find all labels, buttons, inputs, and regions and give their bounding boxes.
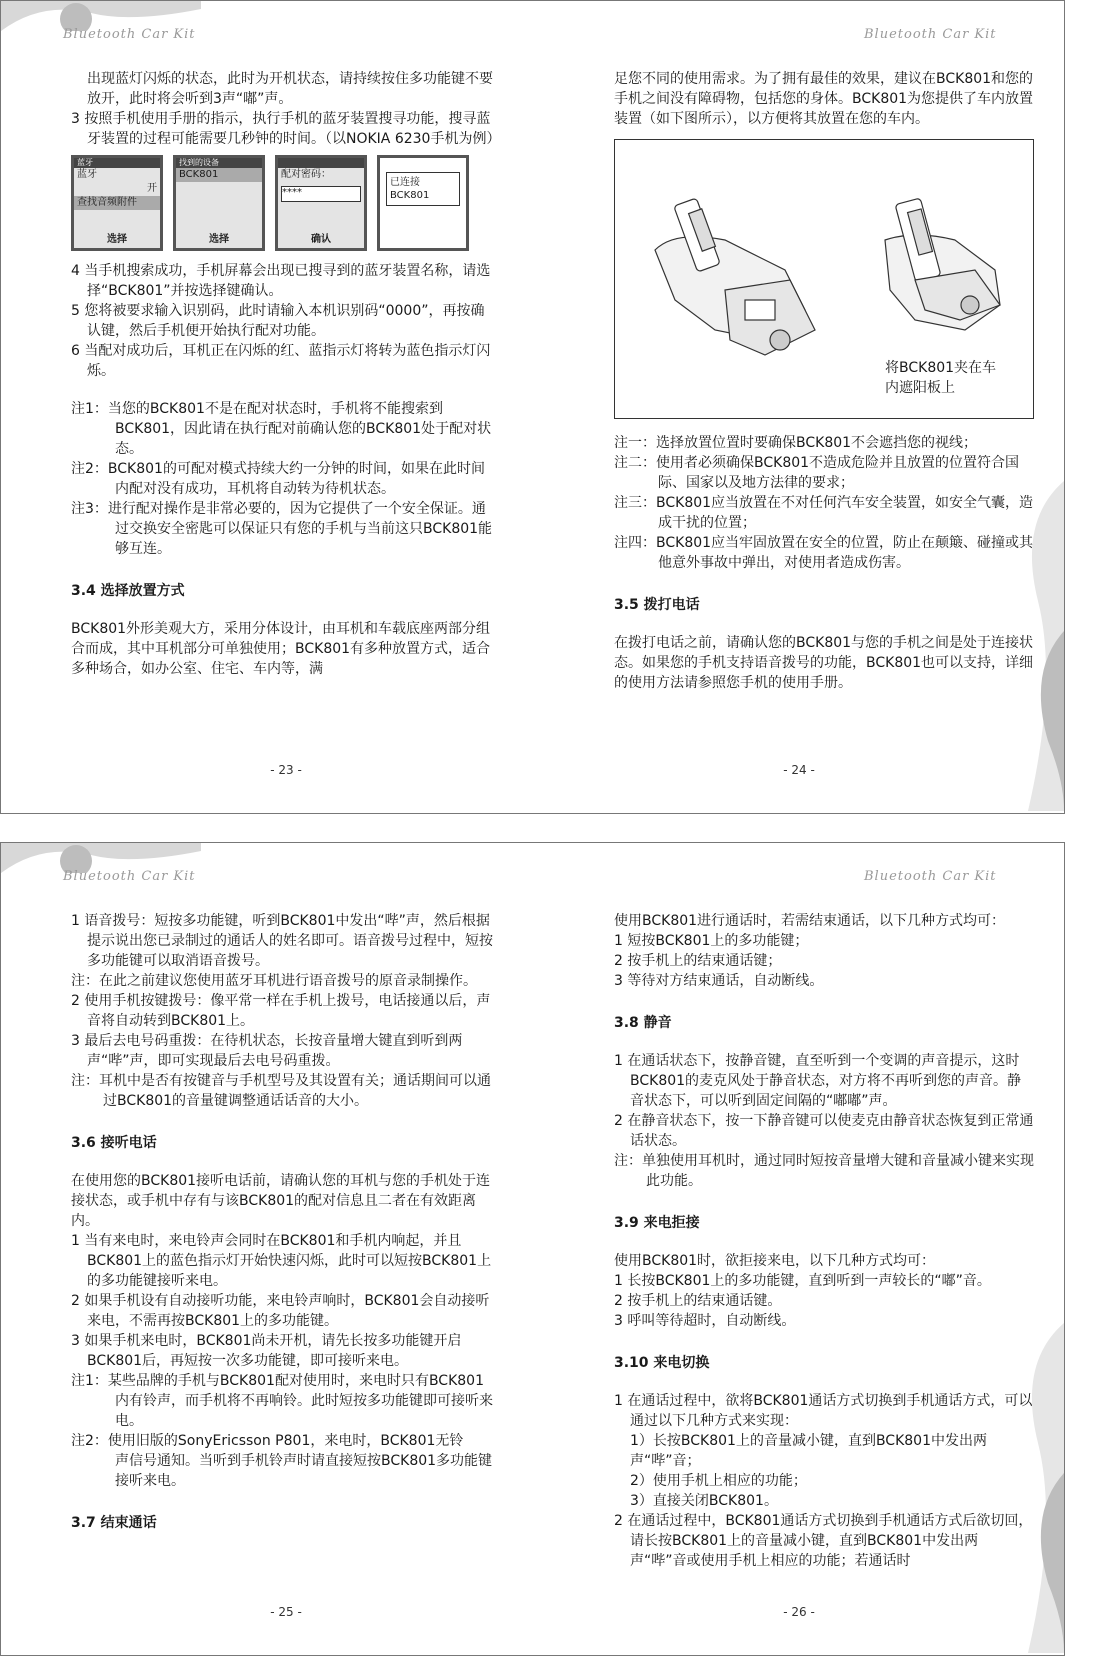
page-number: - 23 - [270, 763, 302, 777]
page-24 [534, 1, 1064, 813]
list-item: 3 等待对方结束通话，自动断线。 [614, 973, 824, 989]
paragraph: 出现蓝灯闪烁的状态，此时为开机状态，请持续按住多功能键不要放开，此时将会听到3声“嘟”声。 [87, 71, 493, 107]
sub-item: 3）直接关闭BCK801。 [630, 1493, 778, 1509]
list-item: 3 呼叫等待超时，自动断线。 [614, 1313, 796, 1329]
softkey-label: 选择 [107, 234, 127, 245]
section-heading: 3.5 拨打电话 [614, 597, 700, 613]
running-header: Bluetooth Car Kit [864, 27, 997, 42]
paragraph: 使用BCK801时，欲拒接来电，以下几种方式均可： [614, 1253, 936, 1269]
note-continuation: 声信号通知。当听到手机铃声时请直接短按BCK801多功能键接听来电。 [115, 1453, 493, 1489]
phone-screen-passkey [275, 155, 367, 251]
phone-screens [71, 155, 496, 251]
list-item: 2 按手机上的结束通话键； [614, 953, 782, 969]
dialog-device: BCK801 [390, 190, 430, 201]
note: 注1：当您的BCK801不是在配对状态时，手机将不能搜索到BCK801，因此请在执行配对前确认您的BCK801处于配对状态。 [71, 401, 492, 457]
paragraph: BCK801外形美观大方，采用分体设计，由耳机和车载底座两部分组合而成，其中耳机部分可单独使用；BCK801有多种放置方式，适合多种场合，如办公室、住宅、车内等，满 [71, 621, 491, 677]
list-item: 1 语音拨号：短按多功能键，听到BCK801中发出“哔”声，然后根据提示说出您已录制过的通话人的姓名即可。语音拨号过程中，短按多功能键可以取消语音拨号。 [71, 913, 493, 969]
list-item: 2 在通话过程中，BCK801通话方式切换到手机通话方式后欲切回，请长按BCK801上的音量减小键，直到BCK801中发出两声“哔”音或使用手机上相应的功能；若通话时 [614, 1513, 1033, 1569]
phone-screen-connected [377, 155, 469, 251]
spread-pages-25-26 [0, 842, 1065, 1656]
list-item: 1 在通话状态下，按静音键，直至听到一个变调的声音提示，这时BCK801的麦克风处于静音状态，对方将不再听到您的声音。静音状态下，可以听到固定间隔的“嘟嘟”声。 [614, 1053, 1022, 1109]
page-number: - 26 - [783, 1605, 815, 1619]
running-header: Bluetooth Car Kit [63, 27, 196, 42]
page-number: - 25 - [270, 1605, 302, 1619]
list-item: 3 最后去电号码重拨：在待机状态，长按音量增大键直到听到两声“哔”声，即可实现最后去电号码重拨。 [71, 1033, 463, 1069]
list-item: 3 按照手机使用手册的指示，执行手机的蓝牙装置搜寻功能，搜寻蓝牙装置的过程可能需要几秒钟的时间。（以NOKIA 6230手机为例） [71, 111, 501, 147]
note: 注：耳机中是否有按键音与手机型号及其设置有关；通话期间可以通过BCK801的音量键调整通话话音的大小。 [71, 1073, 491, 1109]
note: 注：在此之前建议您使用蓝牙耳机进行语音拨号的原音录制操作。 [71, 973, 477, 989]
sub-item: 1）长按BCK801上的音量减小键，直到BCK801中发出两声“哔”音； [630, 1433, 987, 1469]
softkey-label: 选择 [209, 234, 229, 245]
note: 注三：BCK801应当放置在不对任何汽车安全装置，如安全气囊，造成干扰的位置； [614, 495, 1034, 531]
list-item: 1 当有来电时，来电铃声会同时在BCK801和手机内响起，并且BCK801上的蓝色指示灯开始快速闪烁，此时可以短按BCK801上的多功能键接听来电。 [71, 1233, 492, 1289]
paragraph: 足您不同的使用需求。为了拥有最佳的效果，建议在BCK801和您的手机之间没有障碍物，包括您的身体。BCK801为您提供了车内放置装置（如下图所示），以方便将其放置在您的车内。 [614, 71, 1034, 127]
paragraph: 使用BCK801进行通话时，若需结束通话，以下几种方式均可： [614, 913, 1006, 929]
note: 注1：某些品牌的手机与BCK801配对使用时，来电时只有BCK801内有铃声，而手机将不再响铃。此时短按多功能键即可接听来电。 [71, 1373, 493, 1429]
list-item: 2 如果手机设有自动接听功能，来电铃声响时，BCK801会自动接听来电，不需再按BCK801上的多功能键。 [71, 1293, 490, 1329]
spread-pages-23-24 [0, 0, 1065, 814]
running-header: Bluetooth Car Kit [864, 869, 997, 884]
device-figure [614, 139, 1034, 419]
screen-row: 开 [147, 183, 157, 194]
page-26 [534, 843, 1064, 1655]
page-25 [1, 843, 531, 1655]
passkey-value: **** [282, 187, 302, 198]
softkey-label: 确认 [311, 234, 331, 245]
note: 注二：使用者必须确保BCK801不造成危险并且放置的位置符合国际、国家以及地方法律的要求； [614, 455, 1020, 491]
screen-row: 配对密码： [281, 169, 331, 180]
screen-title: 蓝牙 [74, 158, 160, 168]
section-heading: 3.10 来电切换 [614, 1355, 710, 1371]
note: 注四：BCK801应当牢固放置在安全的位置，防止在颠簸、碰撞或其他意外事故中弹出，对使用者造成伤害。 [614, 535, 1034, 571]
section-heading: 3.9 来电拒接 [614, 1215, 700, 1231]
page-23 [1, 1, 531, 813]
list-item: 2 按手机上的结束通话键。 [614, 1293, 782, 1309]
connected-dialog [386, 172, 460, 206]
section-heading: 3.6 接听电话 [71, 1135, 157, 1151]
figure-caption: 将BCK801夹在车内遮阳板上 [885, 360, 997, 396]
screen-title: 找到的设备 [176, 158, 262, 168]
sub-item: 2）使用手机上相应的功能； [630, 1473, 807, 1489]
phone-screen-bluetooth-menu [71, 155, 163, 251]
screen-title-bar [278, 158, 364, 168]
list-item: 4 当手机搜索成功，手机屏幕会出现已搜寻到的蓝牙装置名称，请选择“BCK801”并按选择键确认。 [71, 263, 491, 299]
phone-screen-found-devices [173, 155, 265, 251]
paragraph: 在使用您的BCK801接听电话前，请确认您的耳机与您的手机处于连接状态，或手机中存有与该BCK801的配对信息且二者在有效距离内。 [71, 1173, 491, 1229]
note: 注3：进行配对操作是非常必要的，因为它提供了一个安全保证。通过交换安全密匙可以保证只有您的手机与当前这只BCK801能够互连。 [71, 501, 493, 557]
dialog-text: 已连接 [390, 177, 420, 188]
running-header: Bluetooth Car Kit [63, 869, 196, 884]
screen-row-selected: 查找音频附件 [74, 196, 160, 210]
list-item: 1 长按BCK801上的多功能键，直到听到一声较长的“嘟”音。 [614, 1273, 991, 1289]
page-number: - 24 - [783, 763, 815, 777]
section-heading: 3.7 结束通话 [71, 1515, 157, 1531]
note: 注一：选择放置位置时要确保BCK801不会遮挡您的视线； [614, 435, 978, 451]
section-heading: 3.8 静音 [614, 1015, 672, 1031]
list-item: 6 当配对成功后，耳机正在闪烁的红、蓝指示灯将转为蓝色指示灯闪烁。 [71, 343, 491, 379]
section-heading: 3.4 选择放置方式 [71, 583, 185, 599]
list-item: 2 在静音状态下，按一下静音键可以使麦克由静音状态恢复到正常通话状态。 [614, 1113, 1034, 1149]
list-item: 3 如果手机来电时，BCK801尚未开机，请先长按多功能键开启BCK801后，再短按一次多功能键，即可接听来电。 [71, 1333, 462, 1369]
screen-row-selected: BCK801 [176, 168, 262, 182]
screen-row: 蓝牙 [77, 169, 97, 180]
list-item: 1 短按BCK801上的多功能键； [614, 933, 809, 949]
passkey-box [281, 186, 361, 202]
list-item: 1 在通话过程中，欲将BCK801通话方式切换到手机通话方式，可以通过以下几种方式来实现： [614, 1393, 1033, 1429]
note: 注：单独使用耳机时，通过同时短按音量增大键和音量减小键来实现此功能。 [614, 1153, 1034, 1189]
list-item: 2 使用手机按键拨号：像平常一样在手机上拨号，电话接通以后，声音将自动转到BCK801上。 [71, 993, 491, 1029]
note: 注2：使用旧版的SonyEricsson P801，来电时，BCK801无铃 [71, 1433, 464, 1449]
note: 注2：BCK801的可配对模式持续大约一分钟的时间，如果在此时间内配对没有成功，耳机将自动转为待机状态。 [71, 461, 485, 497]
paragraph: 在拨打电话之前，请确认您的BCK801与您的手机之间是处于连接状态。如果您的手机支持语音拨号的功能，BCK801也可以支持，详细的使用方法请参照您手机的使用手册。 [614, 635, 1034, 691]
list-item: 5 您将被要求输入识别码，此时请输入本机识别码“0000”，再按确认键，然后手机便开始执行配对功能。 [71, 303, 485, 339]
